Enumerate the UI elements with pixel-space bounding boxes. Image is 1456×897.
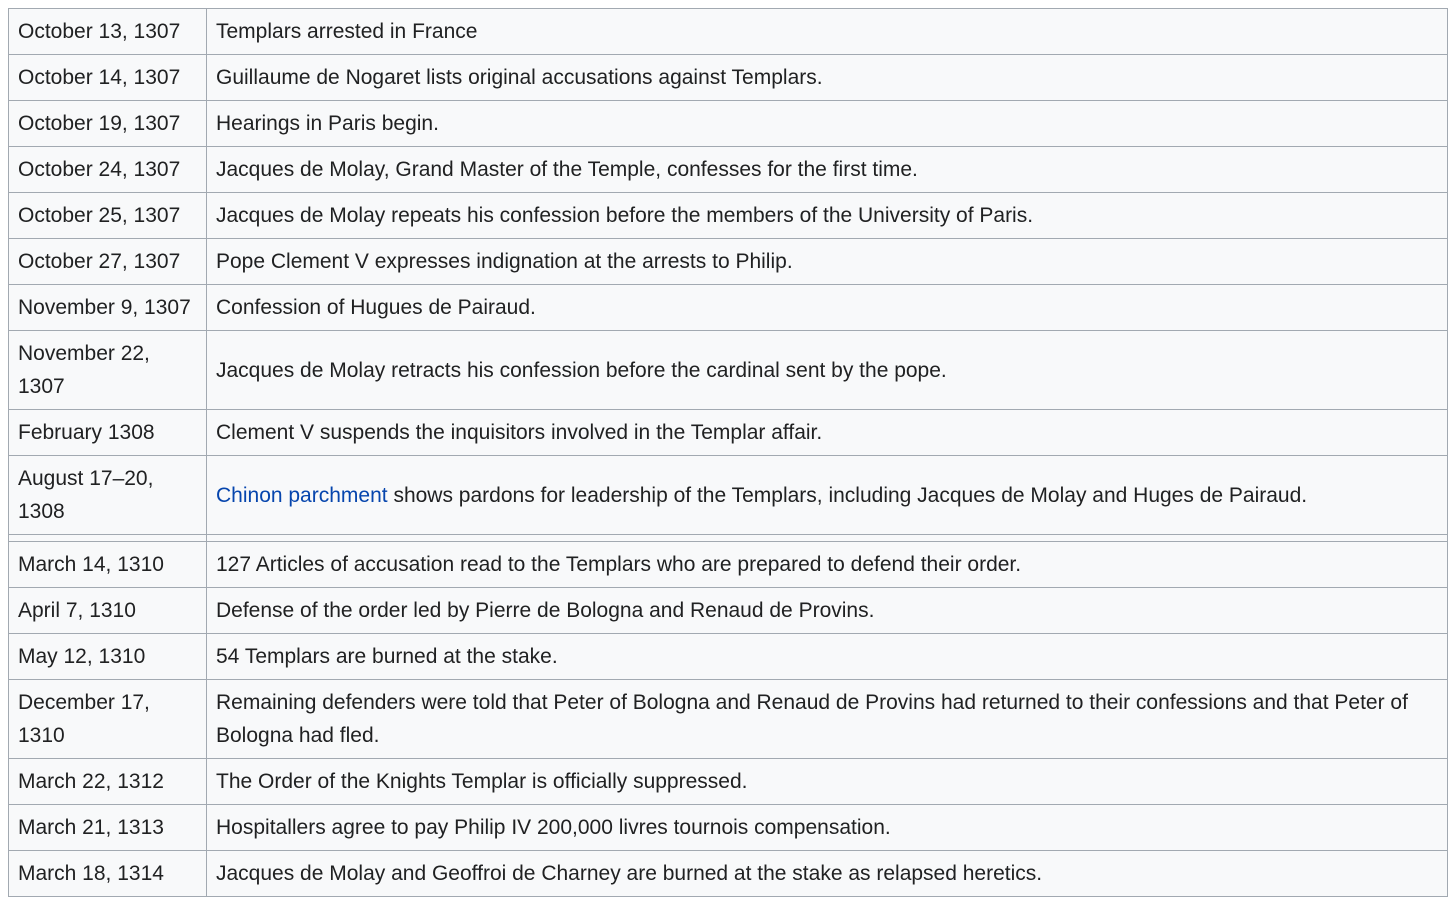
event-text: shows pardons for leadership of the Templars, including Jacques de Molay and Huges de Pairaud. xyxy=(387,483,1308,507)
table-row xyxy=(9,410,1448,456)
event-cell: Templars arrested in France xyxy=(207,9,1448,55)
table-row xyxy=(9,331,1448,410)
date-cell: October 25, 1307 xyxy=(9,193,207,239)
date-cell: February 1308 xyxy=(9,410,207,456)
table-row xyxy=(9,634,1448,680)
event-cell: Defense of the order led by Pierre de Bologna and Renaud de Provins. xyxy=(207,588,1448,634)
date-cell: March 18, 1314 xyxy=(9,851,207,897)
event-cell: Hearings in Paris begin. xyxy=(207,101,1448,147)
event-cell: Jacques de Molay and Geoffroi de Charney are burned at the stake as relapsed heretics. xyxy=(207,851,1448,897)
table-row xyxy=(9,456,1448,535)
table-row xyxy=(9,805,1448,851)
event-cell: Jacques de Molay repeats his confession before the members of the University of Paris. xyxy=(207,193,1448,239)
timeline-table xyxy=(8,8,1448,897)
event-cell: Hospitallers agree to pay Philip IV 200,000 livres tournois compensation. xyxy=(207,805,1448,851)
date-cell: March 14, 1310 xyxy=(9,542,207,588)
event-cell: The Order of the Knights Templar is officially suppressed. xyxy=(207,759,1448,805)
event-cell: Jacques de Molay retracts his confession before the cardinal sent by the pope. xyxy=(207,331,1448,410)
date-cell: April 7, 1310 xyxy=(9,588,207,634)
date-cell: October 19, 1307 xyxy=(9,101,207,147)
event-cell: Confession of Hugues de Pairaud. xyxy=(207,285,1448,331)
event-cell: Guillaume de Nogaret lists original accusations against Templars. xyxy=(207,55,1448,101)
table-row xyxy=(9,101,1448,147)
separator-cell xyxy=(9,535,207,542)
date-cell: October 13, 1307 xyxy=(9,9,207,55)
date-cell: October 27, 1307 xyxy=(9,239,207,285)
table-row xyxy=(9,9,1448,55)
table-row xyxy=(9,193,1448,239)
table-row xyxy=(9,542,1448,588)
date-cell: August 17–20, 1308 xyxy=(9,456,207,535)
timeline-container xyxy=(8,8,1448,897)
table-row xyxy=(9,55,1448,101)
event-cell xyxy=(207,456,1448,535)
table-row xyxy=(9,285,1448,331)
event-cell: Jacques de Molay, Grand Master of the Temple, confesses for the first time. xyxy=(207,147,1448,193)
date-cell: March 22, 1312 xyxy=(9,759,207,805)
table-row xyxy=(9,680,1448,759)
date-cell: March 21, 1313 xyxy=(9,805,207,851)
date-cell: October 24, 1307 xyxy=(9,147,207,193)
table-row xyxy=(9,759,1448,805)
table-row xyxy=(9,851,1448,897)
event-cell: Clement V suspends the inquisitors involved in the Templar affair. xyxy=(207,410,1448,456)
date-cell: December 17, 1310 xyxy=(9,680,207,759)
table-row xyxy=(9,147,1448,193)
event-cell: Remaining defenders were told that Peter of Bologna and Renaud de Provins had returned to their confessions and that Peter of Bologna had fled. xyxy=(207,680,1448,759)
date-cell: November 9, 1307 xyxy=(9,285,207,331)
table-row xyxy=(9,239,1448,285)
table-row xyxy=(9,588,1448,634)
date-cell: May 12, 1310 xyxy=(9,634,207,680)
event-cell: Pope Clement V expresses indignation at the arrests to Philip. xyxy=(207,239,1448,285)
event-cell: 54 Templars are burned at the stake. xyxy=(207,634,1448,680)
date-cell: November 22, 1307 xyxy=(9,331,207,410)
table-separator-row xyxy=(9,535,1448,542)
chinon-parchment-link[interactable]: Chinon parchment xyxy=(216,483,388,507)
separator-cell xyxy=(207,535,1448,542)
event-cell: 127 Articles of accusation read to the Templars who are prepared to defend their order. xyxy=(207,542,1448,588)
date-cell: October 14, 1307 xyxy=(9,55,207,101)
